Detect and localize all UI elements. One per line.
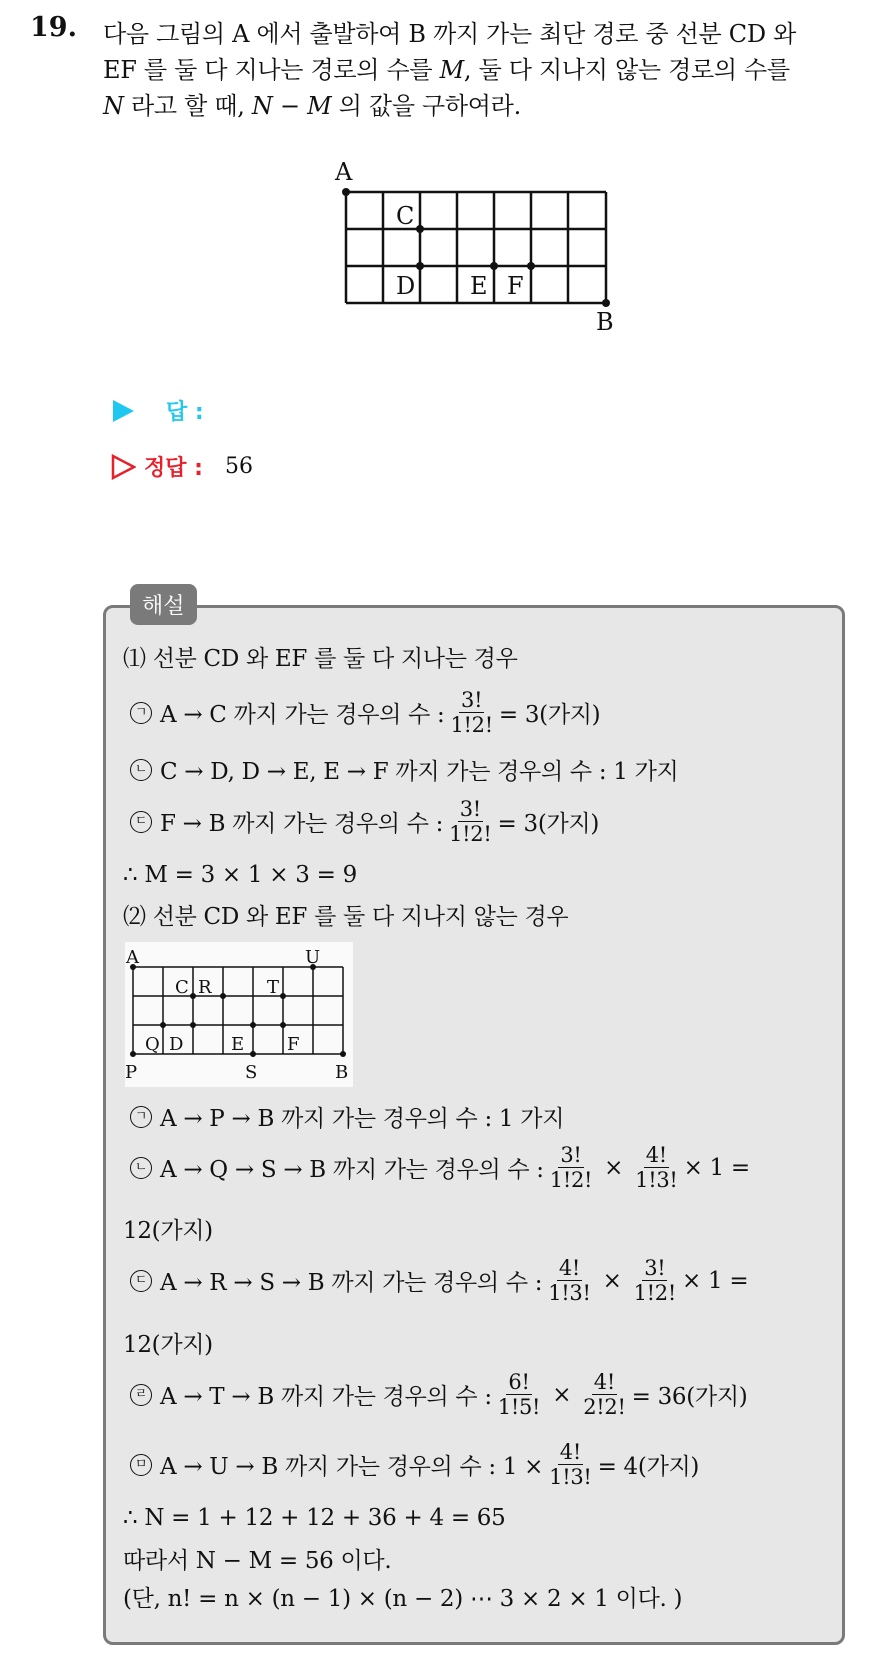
label-b: B bbox=[596, 308, 614, 336]
case-3-cont: 12(가지) bbox=[123, 1332, 213, 1358]
point-e bbox=[490, 262, 498, 270]
point-d bbox=[416, 262, 424, 270]
point-c bbox=[416, 225, 424, 233]
svg-text:P: P bbox=[125, 1062, 138, 1083]
conclusion: 따라서 N − M = 56 이다. bbox=[123, 1548, 392, 1574]
part1-title: ⑴ 선분 CD 와 EF 를 둘 다 지나는 경우 bbox=[123, 646, 518, 672]
svg-text:T: T bbox=[267, 977, 280, 998]
question-line-1: 다음 그림의 A 에서 출발하여 B 까지 가는 최단 경로 중 선분 CD 와 bbox=[103, 20, 796, 48]
label-d: D bbox=[396, 272, 416, 300]
svg-text:R: R bbox=[198, 977, 212, 998]
label-c: C bbox=[396, 202, 415, 230]
label-f: F bbox=[507, 272, 524, 300]
correct-answer-label: 정답 : bbox=[144, 456, 203, 481]
point-b bbox=[602, 299, 610, 307]
case-2: ㄴ A → Q → S → B 까지 가는 경우의 수 : $\frac{3!}{1!2!}$ × $\frac{4!}{1!3!}$ × 1 = bbox=[130, 1143, 750, 1192]
step-1: ㄱ A → C 까지 가는 경우의 수 : $\frac{3!}{1!2!}$ = 3(가지) bbox=[130, 688, 600, 737]
correct-answer-value: 56 bbox=[224, 454, 253, 479]
label-e: E bbox=[470, 272, 488, 300]
n-result: ∴ N = 1 + 12 + 12 + 36 + 4 = 65 bbox=[123, 1505, 506, 1531]
step-3: ㄷ F → B 까지 가는 경우의 수 : $\frac{3!}{1!2!}$ = 3(가지) bbox=[130, 797, 599, 846]
svg-text:F: F bbox=[287, 1034, 300, 1055]
solution-tag: 해설 bbox=[130, 584, 197, 625]
label-a: A bbox=[335, 158, 353, 186]
grid-figure bbox=[310, 150, 620, 340]
svg-text:S: S bbox=[245, 1062, 258, 1083]
svg-text:U: U bbox=[305, 947, 321, 968]
case-1: ㄱ A → P → B 까지 가는 경우의 수 : 1 가지 bbox=[130, 1100, 564, 1133]
svg-text:D: D bbox=[169, 1034, 184, 1055]
svg-text:E: E bbox=[231, 1034, 245, 1055]
play-outline-icon bbox=[110, 454, 136, 480]
answer-row bbox=[110, 395, 204, 426]
case-4: ㄹ A → T → B 까지 가는 경우의 수 : $\frac{6!}{1!5!}$ × $\frac{4!}{2!2!}$ = 36(가지) bbox=[130, 1370, 747, 1419]
case-3: ㄷ A → R → S → B 까지 가는 경우의 수 : $\frac{4!}{1!3!}$ × $\frac{3!}{1!2!}$ × 1 = bbox=[130, 1256, 748, 1305]
part2-title: ⑵ 선분 CD 와 EF 를 둘 다 지나지 않는 경우 bbox=[123, 904, 569, 930]
question-number: 19. bbox=[30, 12, 77, 43]
play-icon bbox=[110, 398, 136, 424]
svg-text:B: B bbox=[335, 1062, 349, 1083]
answer-label: 답 : bbox=[166, 400, 204, 425]
svg-text:C: C bbox=[175, 977, 189, 998]
svg-text:Q: Q bbox=[145, 1034, 160, 1055]
factorial-note: (단, n! = n × (n − 1) × (n − 2) ⋯ 3 × 2 × 1 이다. ) bbox=[123, 1586, 683, 1612]
point-f bbox=[527, 262, 535, 270]
svg-text:A: A bbox=[126, 947, 139, 968]
m-result: ∴ M = 3 × 1 × 3 = 9 bbox=[123, 862, 357, 888]
question-line-2: EF 를 둘 다 지나는 경로의 수를 M, 둘 다 지나지 않는 경로의 수를 bbox=[103, 56, 790, 84]
grid-figure-2 bbox=[125, 942, 353, 1087]
question-line-3: N 라고 할 때, N − M 의 값을 구하여라. bbox=[103, 92, 521, 120]
case-5: ㅁ A → U → B 까지 가는 경우의 수 : 1 × $\frac{4!}{1!3!}$ = 4(가지) bbox=[130, 1440, 699, 1489]
step-2: ㄴ C → D, D → E, E → F 까지 가는 경우의 수 : 1 가지 bbox=[130, 753, 678, 786]
point-a bbox=[342, 188, 350, 196]
correct-answer-row bbox=[110, 451, 253, 482]
case-2-cont: 12(가지) bbox=[123, 1218, 213, 1244]
